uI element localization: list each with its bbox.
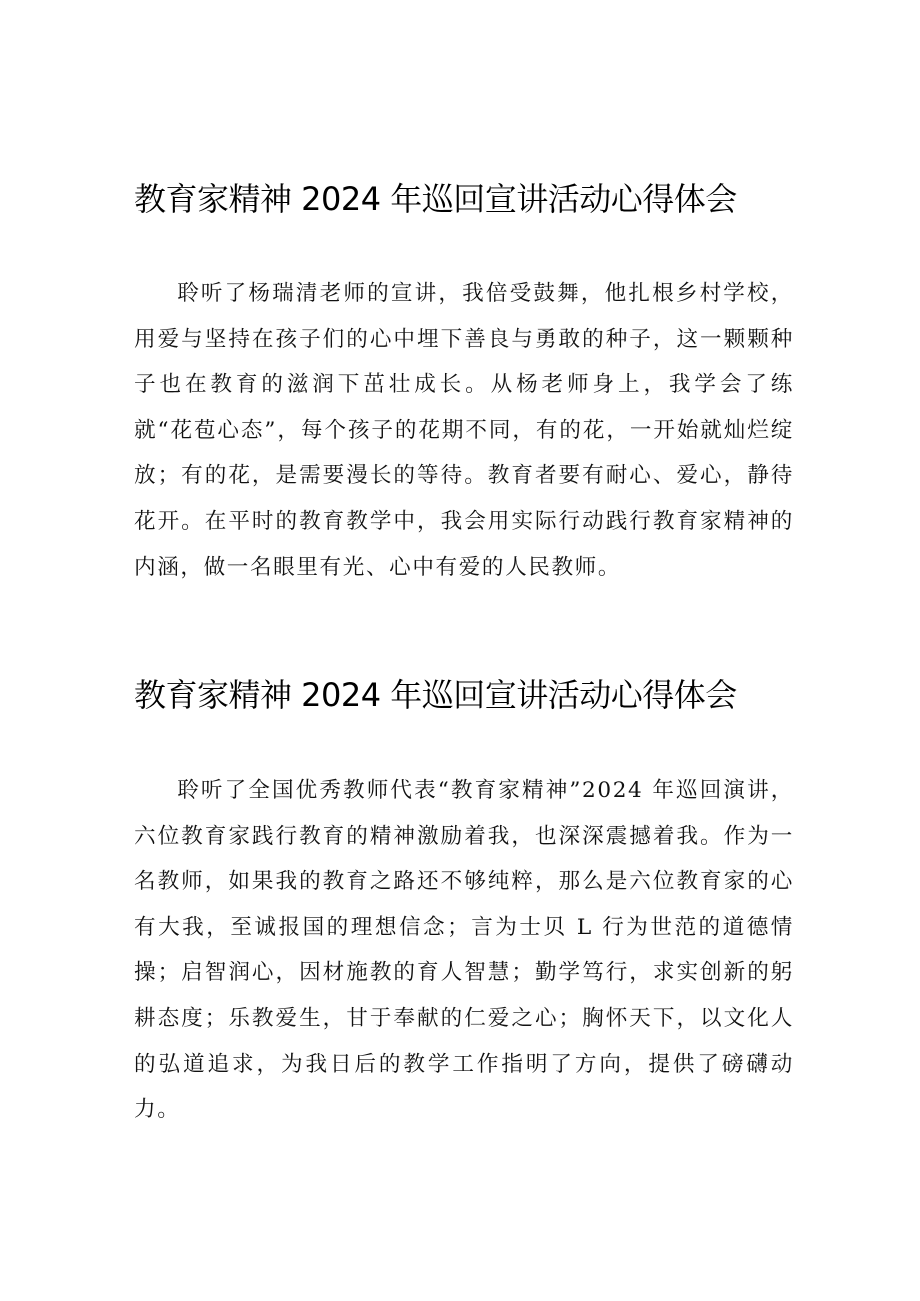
section-title: 教育家精神 2024 年巡回宣讲活动心得体会 <box>134 180 737 218</box>
section-title: 教育家精神 2024 年巡回宣讲活动心得体会 <box>134 676 737 714</box>
section-body: 聆听了全国优秀教师代表“教育家精神”2024 年巡回演讲，六位教育家践行教育的精神激励着我，也深深震撼着我。作为一名教师，如果我的教育之路还不够纯粹，那么是六位教育家的心有大我，至诚报国的理想信念；言为士贝 L 行为世范的道德情操；启智润心，因材施教的育人智慧；勤学笃行，求实创新的躬耕态度；乐教爱生，甘于奉献的仁爱之心；胸怀天下，以文化人的弘道追求，为我日后的教学工作指明了方向，提供了磅礴动力。 <box>134 778 794 1123</box>
section-body: 聆听了杨瑞清老师的宣讲，我倍受鼓舞，他扎根乡村学校，用爱与坚持在孩子们的心中埋下善良与勇敢的种子，这一颗颗种子也在教育的滋润下茁壮成长。从杨老师身上，我学会了练就“花苞心态”，每个孩子的花期不同，有的花，一开始就灿烂绽放；有的花，是需要漫长的等待。教育者要有耐心、爱心，静待花开。在平时的教育教学中，我会用实际行动践行教育家精神的内涵，做一名眼里有光、心中有爱的人民教师。 <box>134 281 794 580</box>
